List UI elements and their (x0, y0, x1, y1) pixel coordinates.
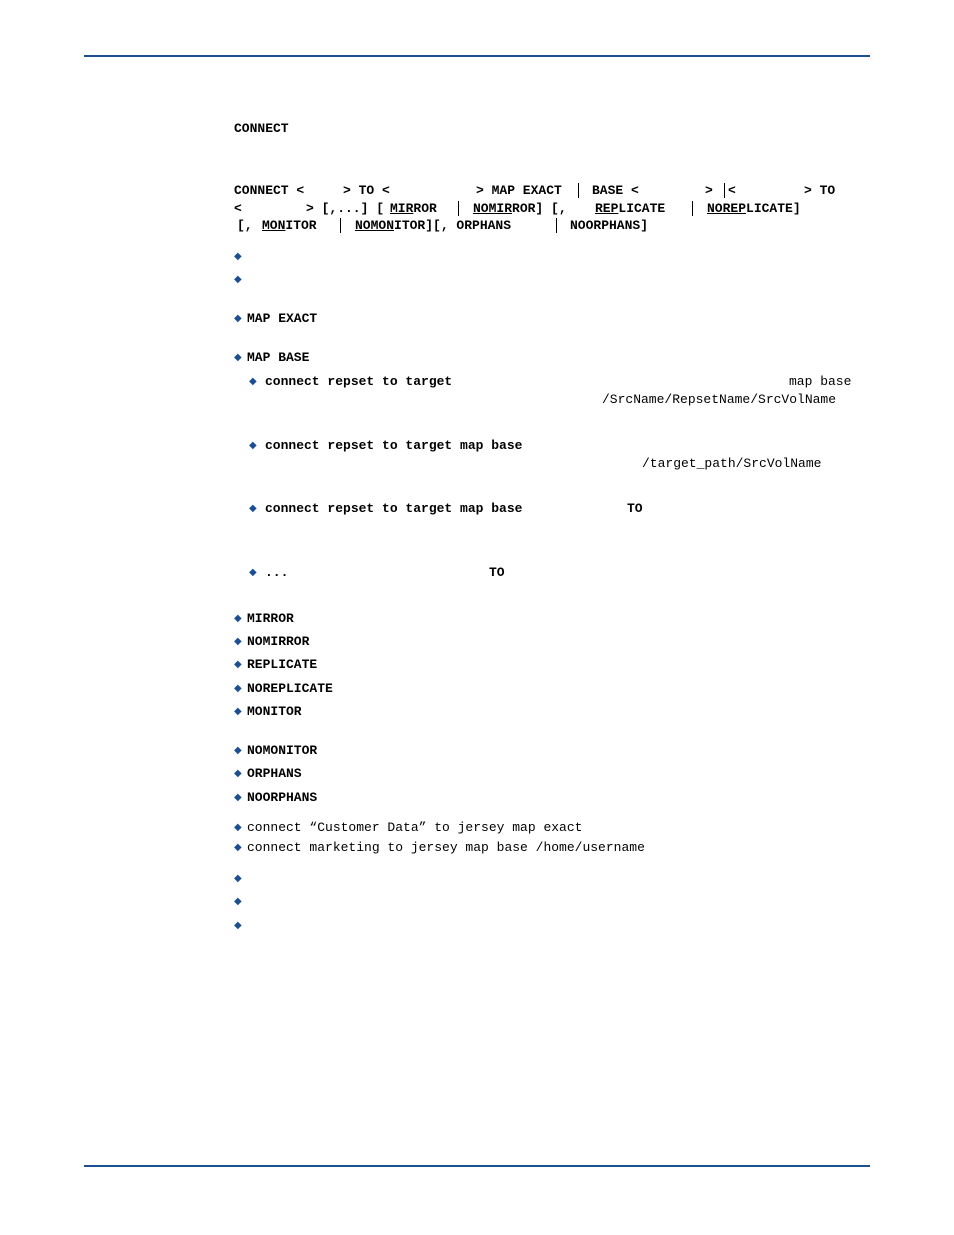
syntax-pipe (692, 201, 693, 216)
sub-option-command: connect repset to target map base (265, 438, 523, 453)
example-1: connect “Customer Data” to jersey map exact (247, 820, 583, 835)
bullet-icon: ◆ (249, 503, 257, 514)
bullet-icon: ◆ (234, 352, 242, 363)
syntax-token: [, (237, 218, 261, 233)
option-replicate: REPLICATE (247, 657, 318, 672)
bullet-icon: ◆ (234, 745, 242, 756)
bullet-icon: ◆ (234, 768, 242, 779)
syntax-pipe (340, 218, 341, 233)
syntax-pipe (556, 218, 557, 233)
option-monitor: MONITOR (247, 704, 302, 719)
bullet-icon: ◆ (234, 636, 242, 647)
sub-option-command: connect repset to target (265, 374, 453, 389)
bullet-icon: ◆ (234, 313, 242, 324)
syntax-token: > [,...] [ (306, 201, 385, 216)
syntax-token: > TO < (343, 183, 390, 198)
option-nomirror: NOMIRROR (247, 634, 310, 649)
header-rule (84, 55, 870, 57)
syntax-token: > MAP EXACT (476, 183, 562, 198)
syntax-token-monitor: MONITOR (262, 218, 317, 233)
bullet-icon: ◆ (249, 440, 257, 451)
sub-option-command: connect repset to target map base (265, 501, 523, 516)
bullet-icon: ◆ (234, 251, 242, 262)
option-map-exact: MAP EXACT (247, 311, 318, 326)
option-nomonitor: NOMONITOR (247, 743, 318, 758)
sub-option-path: /SrcName/RepsetName/SrcVolName (602, 392, 837, 407)
bullet-icon: ◆ (234, 706, 242, 717)
option-map-base: MAP BASE (247, 350, 310, 365)
syntax-token: CONNECT < (234, 183, 305, 198)
syntax-token: < (728, 183, 736, 198)
syntax-token: NOORPHANS] (570, 218, 649, 233)
sub-option-path: /target_path/SrcVolName (642, 456, 822, 471)
example-2: connect marketing to jersey map base /home/username (247, 840, 645, 855)
syntax-token-nomirror: NOMIRROR] [, (473, 201, 575, 216)
option-noorphans: NOORPHANS (247, 790, 318, 805)
bullet-icon: ◆ (234, 792, 242, 803)
syntax-token: BASE < (592, 183, 639, 198)
bullet-icon: ◆ (234, 896, 242, 907)
command-title: CONNECT (234, 121, 289, 136)
footer-rule (84, 1165, 870, 1167)
sub-option-command: ... (265, 565, 289, 580)
syntax-token: < (234, 201, 242, 216)
syntax-pipe (578, 183, 579, 198)
syntax-token: > TO (804, 183, 836, 198)
bullet-icon: ◆ (249, 567, 257, 578)
bullet-icon: ◆ (234, 842, 242, 853)
syntax-token-replicate: REPLICATE (595, 201, 666, 216)
bullet-icon: ◆ (234, 822, 242, 833)
bullet-icon: ◆ (234, 683, 242, 694)
syntax-pipe (724, 183, 725, 198)
option-mirror: MIRROR (247, 611, 294, 626)
syntax-token-noreplicate: NOREPLICATE] (707, 201, 801, 216)
syntax-token-nomonitor: NOMONITOR][, ORPHANS (355, 218, 512, 233)
bullet-icon: ◆ (234, 920, 242, 931)
sub-option-keyword: TO (489, 565, 505, 580)
sub-option-text: map base (789, 374, 852, 389)
syntax-token: > (705, 183, 713, 198)
syntax-token-mirror: MIRROR (390, 201, 437, 216)
bullet-icon: ◆ (249, 376, 257, 387)
bullet-icon: ◆ (234, 659, 242, 670)
syntax-pipe (458, 201, 459, 216)
bullet-icon: ◆ (234, 274, 242, 285)
option-noreplicate: NOREPLICATE (247, 681, 333, 696)
sub-option-keyword: TO (627, 501, 643, 516)
bullet-icon: ◆ (234, 873, 242, 884)
option-orphans: ORPHANS (247, 766, 302, 781)
bullet-icon: ◆ (234, 613, 242, 624)
